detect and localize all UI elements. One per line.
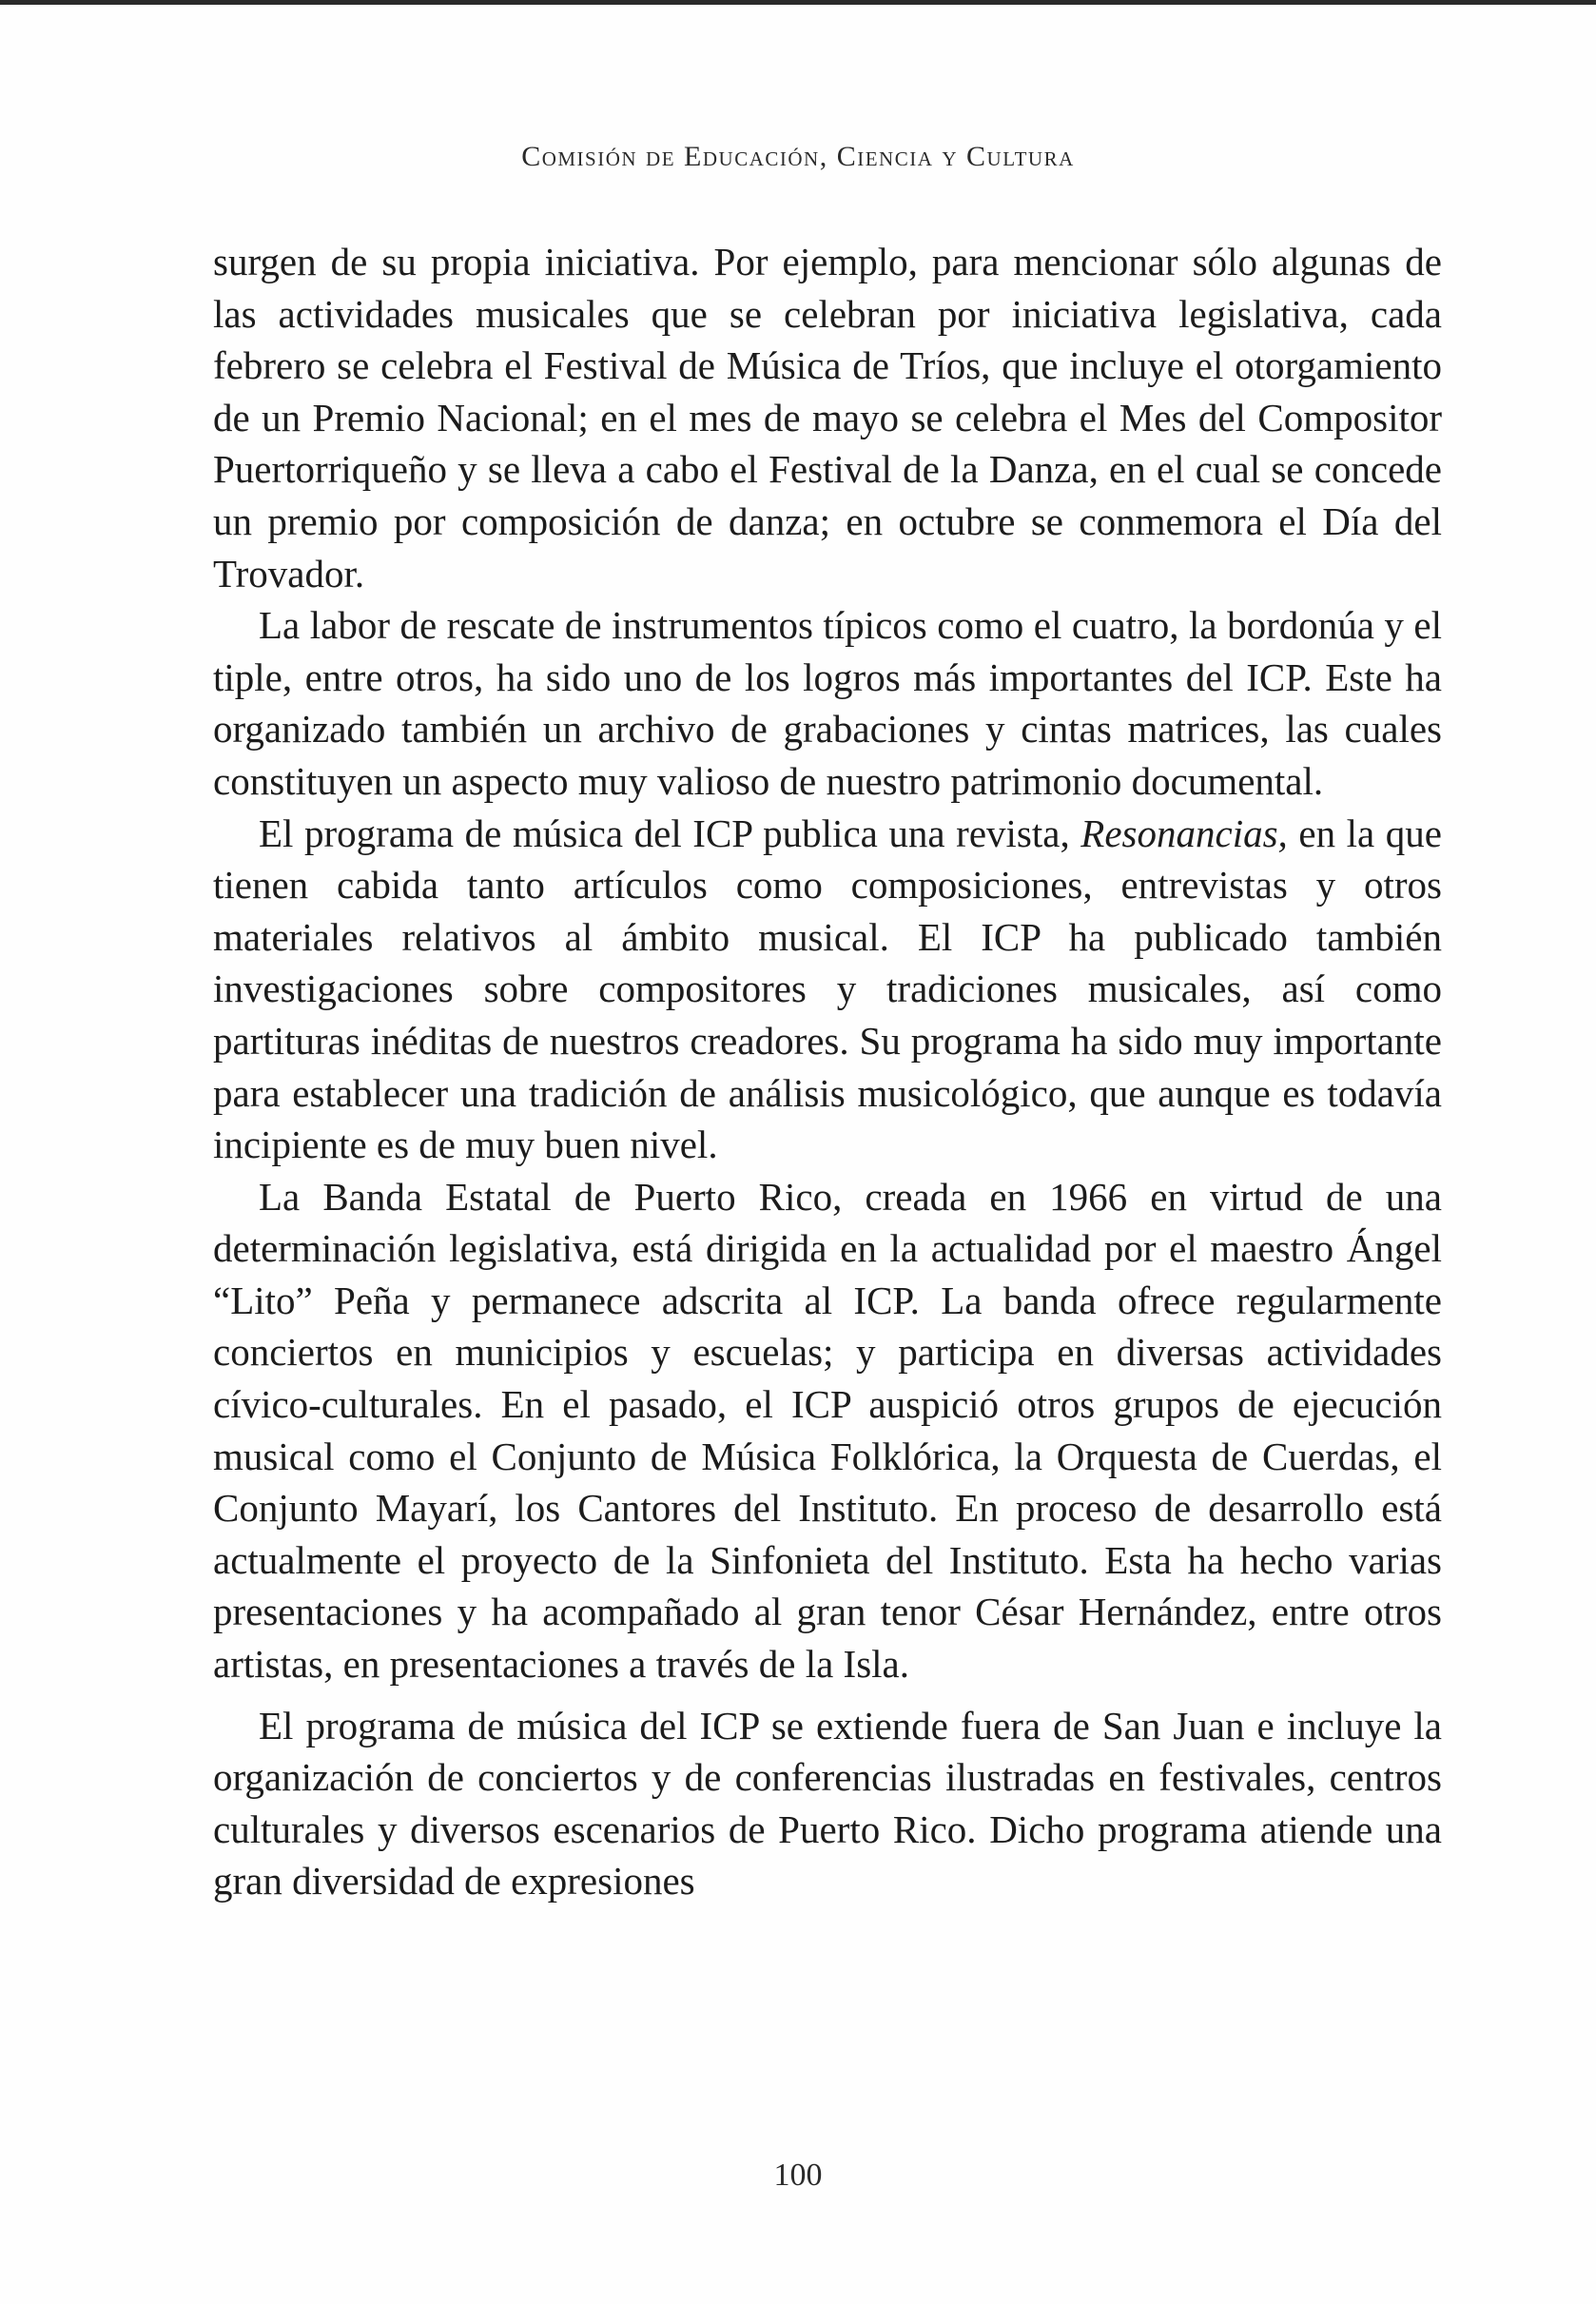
page-number: 100 [773, 2158, 823, 2193]
paragraph-resonancias [213, 808, 1442, 1171]
paragraph-music-program: El programa de música del ICP se extiende fuera de San Juan e incluye la organización de conciertos y de conferencias ilustradas en festivales, centros culturales y diversos escenarios de Puerto Rico. Dicho programa atiende una gran diversidad de expresiones [213, 1703, 1442, 1904]
paragraph-instruments: La labor de rescate de instrumentos típicos como el cuatro, la bordonúa y el tiple, entre otros, ha sido uno de los logros más importantes del ICP. Este ha organizado también un archivo de grabaciones y cintas matrices, las cuales constituyen un aspecto muy valioso de nuestro patrimonio documental. [213, 603, 1442, 803]
paragraph-resonancias-start: El programa de música del ICP publica una revista, [259, 810, 1081, 855]
paragraph-continuation: surgen de su propia iniciativa. Por ejemplo, para mencionar sólo algunas de las actividades musicales que se celebran por iniciativa legislativa, cada febrero se celebra el Festival de Música de Tríos, que incluye el otorgamiento de un Premio Nacional; en el mes de mayo se celebra el Mes del Compositor Puertorriqueño y se lleva a cabo el Festival de la Danza, en el cual se concede un premio por composición de danza; en octubre se conmemora el Día del Trovador. [213, 240, 1442, 596]
top-edge-rule [0, 0, 1596, 5]
paragraph-banda-estatal: La Banda Estatal de Puerto Rico, creada en 1966 en virtud de una determinación legislativa, está dirigida en la actualidad por el maestro Ángel “Lito” Peña y permanece adscrita al ICP. La banda ofrece regularmente conciertos en municipios y escuelas; y participa en diversas actividades cívico-culturales. En el pasado, el ICP auspició otros grupos de ejecución musical como el Conjunto de Música Folklórica, la Orquesta de Cuerdas, el Conjunto Mayarí, los Cantores del Instituto. En proceso de desarrollo está actualmente el proyecto de la Sinfonieta del Instituto. Esta ha hecho varias presentaciones y ha acompañado al gran tenor César Hernández, entre otros artistas, en presentaciones a través de la Isla. [213, 1174, 1442, 1687]
paragraph-resonancias-rest: en la que tienen cabida tanto artículos como composiciones, entrevistas y otros materiales relativos al ámbito musical. El ICP ha publicado también investigaciones sobre compositores y tradiciones musicales, así como partituras inéditas de nuestros creadores. Su programa ha sido muy importante para establecer una tradición de análisis musicológico, que aunque es todavía incipiente es de muy buen nivel. [213, 810, 1442, 1167]
running-head: Comisión de Educación, Ciencia y Cultura [521, 141, 1075, 172]
body-text [213, 236, 1442, 1907]
journal-title: Resonancias, [1080, 810, 1288, 855]
